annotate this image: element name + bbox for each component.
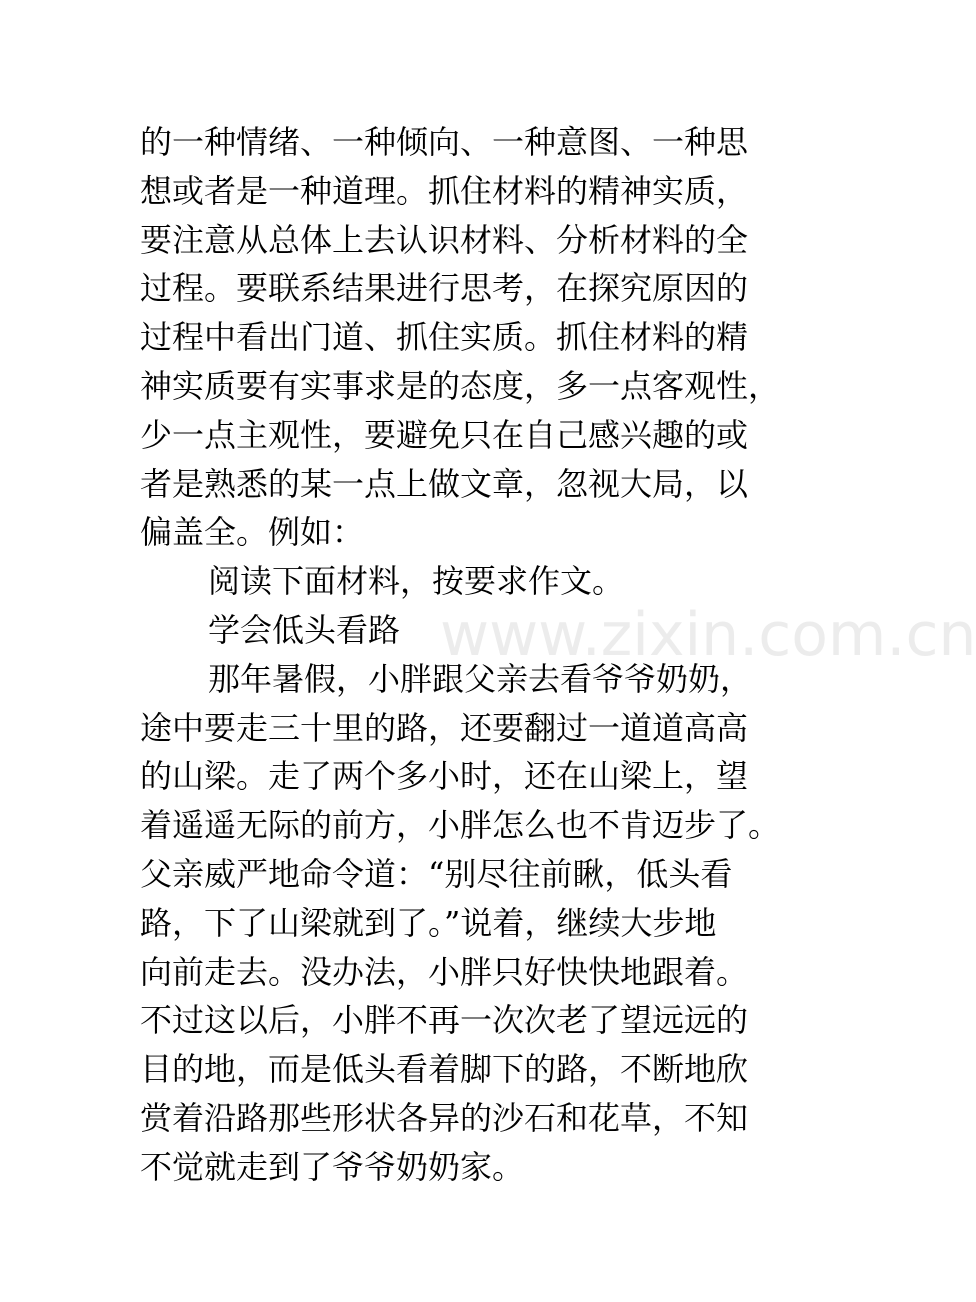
document-body <box>140 118 800 1192</box>
text-line-2: 想或者是一种道理。抓住材料的精神实质， <box>140 171 749 210</box>
text-line-22: 不觉就走到了爷爷奶奶家。 <box>140 1147 525 1186</box>
text-line-1: 的一种情绪、一种倾向、一种意图、一种思 <box>140 123 749 161</box>
text-line-16: 父亲威严地命令道：“别尽往前瞅，低头看 <box>140 854 733 893</box>
text-line-7: 少一点主观性，要避免只在自己感兴趣的或 <box>140 415 749 454</box>
text-line-12: 那年暑假，小胖跟父亲去看爷爷奶奶， <box>208 659 753 698</box>
text-line-17: 路，下了山梁就到了。”说着，继续大步地 <box>140 903 717 942</box>
text-line-14: 的山梁。走了两个多小时，还在山梁上，望 <box>140 757 749 796</box>
text-line-15: 着遥遥无际的前方，小胖怎么也不肯迈步了。 <box>140 806 781 845</box>
text-line-9: 偏盖全。例如： <box>140 513 365 552</box>
text-line-3: 要注意从总体上去认识材料、分析材料的全 <box>140 220 749 259</box>
text-line-6: 神实质要有实事求是的态度，多一点客观性， <box>140 366 781 405</box>
text-line-21: 赏着沿路那些形状各异的沙石和花草，不知 <box>140 1098 749 1137</box>
watermark: www.zixin.com.cn <box>440 600 976 670</box>
text-line-20: 目的地，而是低头看着脚下的路，不断地欣 <box>140 1050 749 1089</box>
text-line-19: 不过这以后，小胖不再一次次老了望远远的 <box>140 1001 749 1040</box>
text-line-10: 阅读下面材料，按要求作文。 <box>208 562 625 601</box>
text-line-18: 向前走去。没办法，小胖只好快快地跟着。 <box>140 952 749 991</box>
text-line-5: 过程中看出门道、抓住实质。抓住材料的精 <box>140 318 749 357</box>
text-line-13: 途中要走三十里的路，还要翻过一道道高高 <box>140 708 749 747</box>
story-title: 学会低头看路 <box>208 610 401 649</box>
text-line-4: 过程。要联系结果进行思考，在探究原因的 <box>140 269 749 308</box>
text-line-8: 者是熟悉的某一点上做文章，忽视大局，以 <box>140 464 749 503</box>
